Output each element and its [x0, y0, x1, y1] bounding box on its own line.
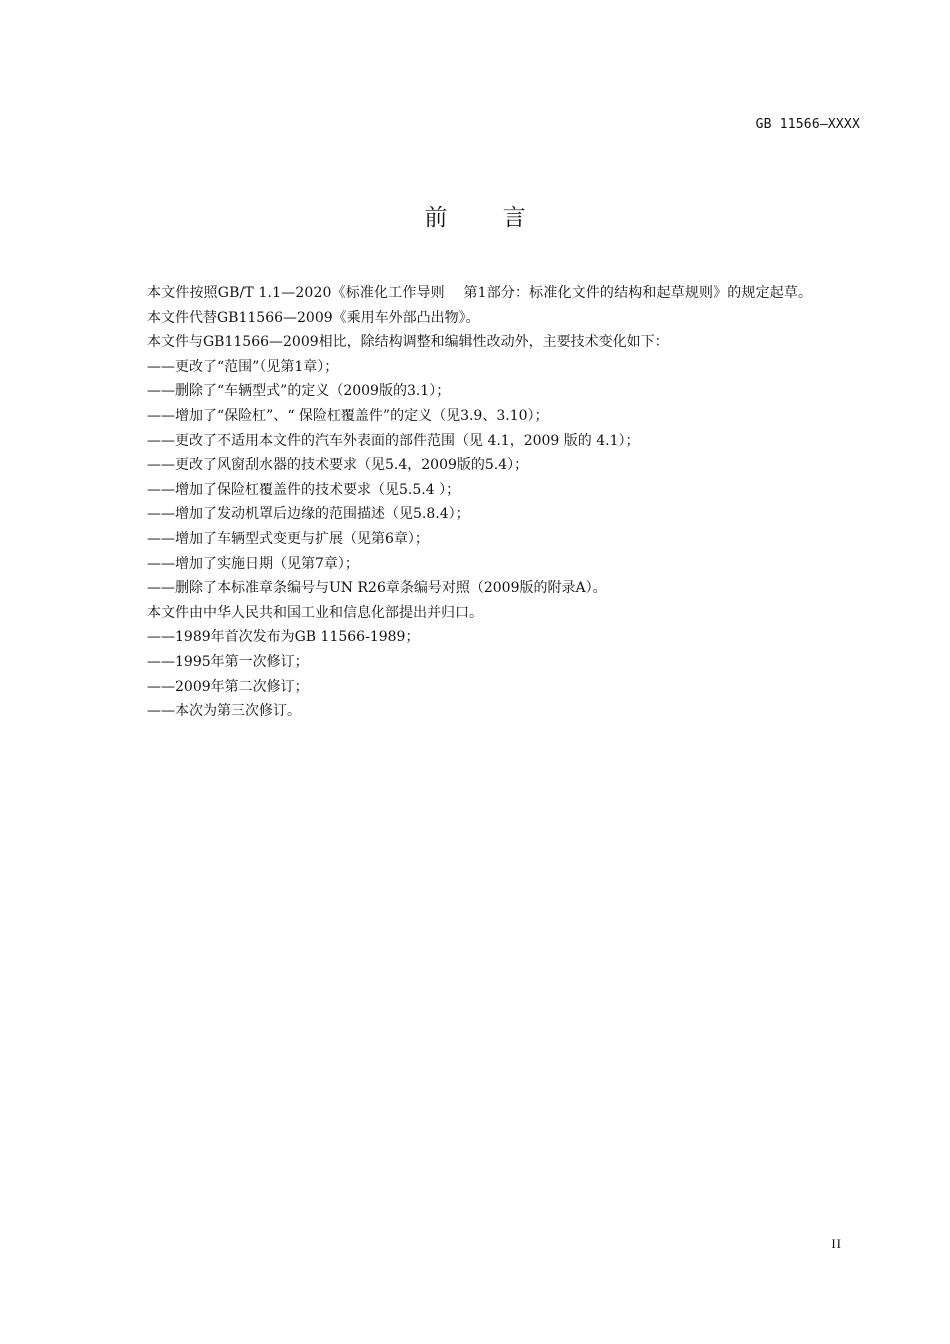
list-item-history: ——2009年第二次修订； [147, 678, 309, 695]
paragraph-changes-intro: 本文件与GB11566—2009相比，除结构调整和编辑性改动外，主要技术变化如下： [147, 334, 669, 351]
list-item-change: ——删除了本标准章条编号与UN R26章条编号对照（2009版的附录A）。 [147, 580, 607, 597]
foreword-body [113, 281, 859, 724]
list-item-change: ——增加了车辆型式变更与扩展（见第6章）； [147, 530, 429, 547]
page-title: 前 言 [424, 205, 526, 231]
list-item-history: ——1995年第一次修订； [147, 653, 309, 670]
list-item-change: ——更改了不适用本文件的汽车外表面的部件范围（见 4.1，2009 版的 4.1）； [147, 432, 640, 449]
list-item-change: ——增加了保险杠覆盖件的技术要求（见5.5.4 ）； [147, 481, 461, 498]
paragraph-drafting-rules: 本文件按照GB/T 1.1—2020《标准化工作导则 第1部分：标准化文件的结构和起草规则》的规定起草。 [147, 285, 813, 301]
document-code: GB 11566—XXXX [755, 117, 860, 132]
page-number: II [831, 1236, 842, 1251]
list-item-change: ——增加了实施日期（见第7章）； [147, 555, 359, 572]
list-item-change: ——增加了“保险杠”、“ 保险杠覆盖件”的定义（见3.9、3.10）； [147, 407, 549, 424]
list-item-history: ——1989年首次发布为GB 11566-1989； [147, 629, 420, 646]
paragraph-replaces: 本文件代替GB11566—2009《乘用车外部凸出物》。 [147, 309, 480, 326]
list-item-change: ——更改了“范围”（见第1章）； [147, 358, 339, 375]
list-item-change: ——增加了发动机罩后边缘的范围描述（见5.8.4）； [147, 506, 470, 523]
paragraph-proposer: 本文件由中华人民共和国工业和信息化部提出并归口。 [147, 604, 483, 621]
list-item-change: ——更改了风窗刮水器的技术要求（见5.4，2009版的5.4）； [147, 457, 529, 474]
list-item-change: ——删除了“车辆型式”的定义（2009版的3.1）； [147, 383, 451, 400]
list-item-history: ——本次为第三次修订。 [147, 703, 301, 720]
